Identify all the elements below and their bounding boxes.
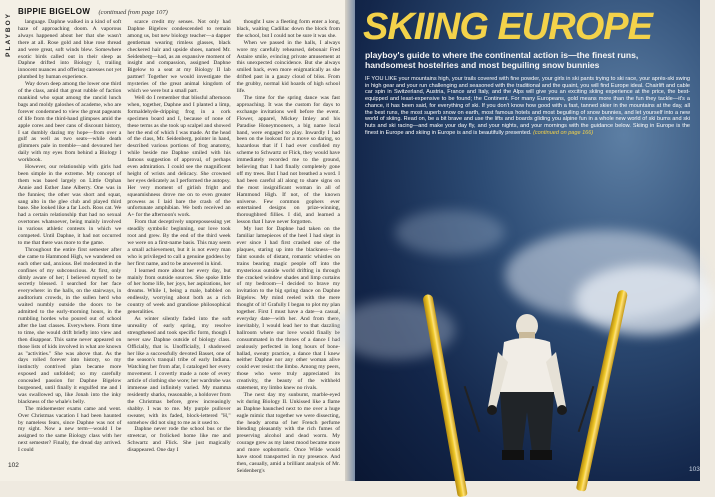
left-ski-pole (464, 386, 481, 432)
paragraph: From that deceptively unprepossessing yet steadily symbolic beginning, our love took root and grew. By the end of the third week we were on a first-name basis. This may seem a small achievement, but it is not every man who is privileged to call a genuine goddess by her first name, and to be answered in kind. (127, 219, 231, 267)
paragraph: However, our relationship with girls had been simple in the extreme. My concept of them was based largely on Little Orphan Annie and Esther Jane Alberry. One was in the funnies; the other was short and squat, sang alto in the glee club and played third base. She looked like a far Loch. Ross cat. We had a certain relationship that had no sexual overtones whatsoever, being mainly involved in various athletic contests in which we competed. Until Daphne, it had not occurred to me that there was more to the game. (18, 164, 122, 246)
paragraph: My lust for Daphne had taken on the familiar lamepieces of the heel I had slept in ever since I had first crashed one of the plaques, staring up into the blackness—the faint sounds of distant, romantic whistles on trains bearing magic people off into the mysterious outside world drifting in through the cracked window shades and limp curtains of my bedroom—I decided to brave my invitation to the big spring dance on Daphne Bigelow. My mind reeled with the mere thought of it! Grafully I began to plot my plan together. First I must have a date—a casual, everyday date—with her. And from there, inevitably, I would lead her to that dazzling ballroom where our love would finally be consummated in the throes of a dance I had zealously perfected in long hours of bone-ballad, sweaty practice, a dance that I knew neither Daphne nor any other woman alive could ever resist: the limbo. Among my peers, those who were truly appreciated its creativity, the beauty of the withheld statement, my limbo knew no rivals. (236, 226, 340, 392)
cloud-shape (395, 210, 505, 255)
paragraph: Daphne never rode the school bus or the streetcar, or frolicked home like me and Schwartz and Flick. She just magically disappeared. One day I (127, 426, 231, 454)
paragraph: Throughout the entire first semester after she came to Hammond High, we wandered on each other sad, anxious. Bel moderated in the confines of my subconscious. At first, only dimly aware of her; I believed myself to be secretly blessed. I searched for her face everywhere: in the halls, on the stairways, in auditorium crowds, in the sullen herd who waited numbly outside the doors to be admitted to the early-morning hours, in the rumbling hordes who poured out of school after the last classes. Everywhere. From time to time, she would drift briefly into view and then disappear. This same never appeared on those lists of kids involved in what are known as "activities." She was above that. As the days rolled forever into history, so my instinctly contrived plan became more exposed and unfolded; so my carefully concealed passion for Daphne Bigelow burgeoned, until finally it engulfed me and I was swallowed up, like Jonah into the inky blackness of the whale's belly. (18, 246, 122, 405)
spread-gutter (345, 0, 355, 481)
left-ski (422, 294, 467, 497)
page-number-right: 103 (689, 466, 700, 473)
paragraph: When we passed in the halls, I always wore my carefully rehearsed, debonair Fred Astaire smile, evincing private amusement at this unexpected coincidence. But she always smiled back, even more enigmatically as she drifted past in a gauzy cloud of bliss. From the grubby, normal kid hoards of high school life. (236, 39, 340, 95)
text-column-1 (18, 19, 121, 465)
right-page (355, 0, 700, 481)
paragraph: Way down deep among the lower one third of the class, amid that great rubble of faction mankind who squat among the rancid lunch bags and moldy galoshes of academe, who are forever condemned to view the great pageants of life from the third-hand glimpses amid the apple cores and beer cans of discount history, I sat dumbly dazing my hope—from over a gulf as well as two seats—while death glimmers pale in tremble—and devoured her daily with my eyes from behind a Biology I workbook. (18, 81, 122, 164)
article-title: SKIING EUROPE (363, 6, 652, 48)
skier-photo (355, 250, 700, 481)
skier-figure (486, 312, 568, 462)
paragraph: The time for the spring dance was fast approaching. It was the custom for days to exchange invitations well before the event. Flower, apparel, Mickey Imley and his Paradise Honeymooners, a big name local band, were engaged to play. Inwardly I had been on the lookout for a move so daring, so hazardous that if I had ever confided my scheme to Schwartz or Flick, they would have immediately recorded me to the ground, believing that I had finally completely gone off my trees. But I had not breathed a word. I had been careful all along to share signs on the most insignificant woman in all of Hammond High. If not, of the known universe. Few common gophers ever entertained designs on prize-winning, thoroughbred fillies. I did, and learned a lesson that I have never forgotten. (236, 94, 340, 226)
intro-paragraph: IF YOU LIKE your mountains high, your trails covered with fine powder, your girls in ski pants trying to ski race, your après-ski swing in high gear and your run challenging and seasoned with the traditional and the quaint, you will find Europe ideal. Chairlift and cable car spin in Switzerland, Austria, France and Italy, and the Alps will give you an exciting skiing experience at the price, the best-equipped and least-expensive to be found; the Continent. For many Europeans, gold means more than the fun they tackle—it's a chance, it has been said, for everything of ski. If you don't know how good with a fast, tanned skier in the mountains at the day, all the best runs, the most superb snow on earth, most famous hotels and most beguiling of snow bunnies, and let yourself into a new world of skiing. Read on, be a bit brave and use the lifts and boards gliding you alpine fun in a whole new world of ski bums and ski huts and ski racing—and make your day fly, and your nights, and your mornings with the guidance below. Skiing in Europe is the finest in Europe and skiing in Europe is and is beautifully presented. (365, 76, 690, 136)
byline (18, 7, 338, 16)
story-title: BIPPIE BIGELOW (18, 7, 91, 16)
intro-text (365, 76, 690, 136)
left-page (0, 0, 345, 481)
paragraph: scarce credit my senses. Not only had Daphne Bigelow condescended to remain among us, but new biology teacher—a dapper gentleman wearing rimless glasses, black checkered hair and upside shoes, named Mr. Seidenberg—had, as an expansive moment of insight and compassion, assigned Daphne Bigelow to a seat at my Biology II lab partner! Together we would investigate the mysteries of the great animal kingdom of which we were but a small part. (127, 19, 231, 95)
magazine-name-vertical: PLAYBOY (5, 12, 12, 57)
continued-on-note: (continued on page 166) (533, 129, 594, 136)
paragraph: Well do I remember that blissful afternoon when, together, Daphne and I planted a limp, formaldehyde-dripping frog in a cork specimen board and I, because of none of these terms as she took up scalpel and showed her the end of which I was made. At the head of the class, Mr. Seidenberg, pointer in hand, described various portions of frog anatomy, while beside me Daphne smiled with his famous suggestion of approval, of perhaps even admiration. I could see the magnificent height of wrists and delicacy. She crowned her eyes delicately as I performed the autopsy. Her very moment of girlish fright and squeamishness drove me on to even greater prowess as I laid bare the crash of the unfortunate amphibian. We both received an A+ for the afternoon's work. (127, 94, 231, 219)
article-deck: playboy's guide to where the continental action is—the finest runs, handsomest hostelries and most beguiling snow bunnies (365, 50, 639, 70)
continued-from-note: (continued from page 107) (98, 9, 168, 16)
text-column-2 (127, 19, 230, 465)
paragraph: As winter silently faded into the soft unreality of early spring, my resolve strengthened and took specific form, though I never saw Daphne outside of biology class. Officially, that is. Unofficially, I shadowed her like a successfully devoted Basset, one of the season's tranquil tribe of early Indiana. Watching her from afar, I cataloged her every movement. I covertly made a note of every article of clothing she wore; her wardrobe was immense and infinitely varied. My mamma residently sharks, reasonable, a holdover from the Christmas before, grew increasingly shabby. I was to me. My purple pullover sweater, with its faded, block-lettered "H," somehow did not sing to me as it used to. (127, 315, 231, 426)
paragraph: The next day my sunburnt, marble-eyed wit during Biology II. Unkissed like a flame as Daphne haunched next to me over a huge eagle mimic that together we were dissecting, the heady aroma of her French perfume blending pleasantly with the rich fumes of preserving alcohol and dead worm. My courage grew as my latest mood became more and more sophomoric. Once Wilde would have stood transported in my presence. And then, casually, amid a brilliant analysis of Mr. Seidenberg's (236, 391, 340, 474)
paragraph: I learned more about her every day, but mainly from outside sources. She spoke little of her home life, her joys, her aspirations, her dreams. While I, being a male, babbled on endlessly, worrying about both as a rich country of week and grandiose philosophical generalities. (127, 267, 231, 316)
paragraph: language. Daphne walked in a kind of soft haze of approaching doom. A vaporous always happened about her that she wasn't there at all. Rose gold and blue rose thread and were great, soft winds blew. Somewhere exotic birds called out in their sleep as Daphne drifted into Biology I, trailing innocent nuances and offering caresses not yet plumbed by human experience. (18, 19, 122, 81)
page-number-left: 102 (8, 462, 19, 469)
text-column-3 (236, 19, 340, 474)
right-ski (576, 289, 628, 492)
paragraph: thought I saw a fleeting form enter a long, black, waiting Cadillac down the block from the school, but I could not be sure it was she. (236, 19, 340, 39)
paragraph: The midsemester exams came and went. Over Christmas vacation I had been haunted by nameless fears, since Daphne was not of my sight. Now a new term—would I be assigned to the same Biology class with her next semester? Finally, the dread day arrived. I could (18, 405, 122, 454)
body-text-columns (18, 19, 340, 474)
